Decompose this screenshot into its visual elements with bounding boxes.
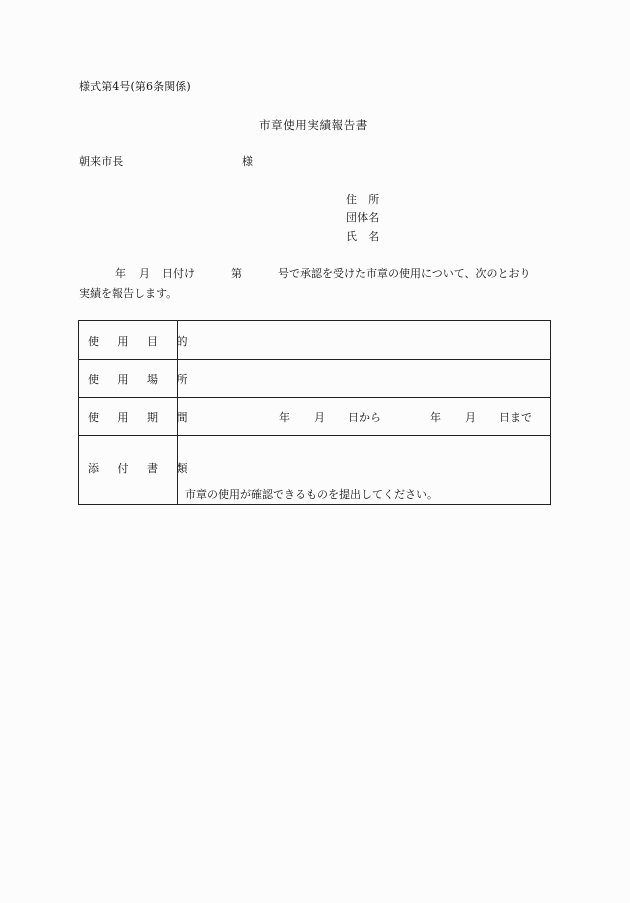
applicant-organization-label: 団体名 bbox=[346, 211, 380, 224]
purpose-label: 使 用 目 的 bbox=[88, 335, 188, 348]
applicant-address-label: 住 所 bbox=[346, 193, 380, 206]
addressee-name: 朝来市長 bbox=[79, 155, 124, 168]
addressee-honorific: 様 bbox=[242, 155, 254, 168]
report-date-suffix: 日付け bbox=[162, 267, 195, 280]
report-year-label: 年 bbox=[115, 267, 126, 280]
table-row-period bbox=[79, 398, 550, 436]
label-cell bbox=[79, 398, 188, 435]
label-cell bbox=[79, 321, 188, 359]
attachments-label: 添 付 書 類 bbox=[88, 462, 188, 475]
label-cell bbox=[79, 436, 188, 504]
period-end-day: 日まで bbox=[499, 411, 532, 424]
period-label: 使 用 期 間 bbox=[88, 411, 188, 424]
table-row-attachments bbox=[79, 436, 550, 504]
document-title: 市章使用実績報告書 bbox=[259, 118, 368, 132]
period-end-year: 年 bbox=[430, 411, 441, 424]
period-start-month: 月 bbox=[314, 411, 325, 424]
report-text-line1: 号で承認を受けた市章の使用について、次のとおり bbox=[278, 267, 531, 280]
table-row-purpose bbox=[79, 321, 550, 360]
table-row-place bbox=[79, 360, 550, 398]
report-text-line2: 実績を報告します。 bbox=[79, 287, 178, 300]
applicant-name-label: 氏 名 bbox=[346, 230, 380, 243]
attachment-note: 市章の使用が確認できるものを提出してください。 bbox=[185, 488, 438, 501]
period-end-month: 月 bbox=[465, 411, 476, 424]
place-label: 使 用 場 所 bbox=[88, 373, 188, 386]
report-month-label: 月 bbox=[139, 267, 150, 280]
label-cell bbox=[79, 360, 188, 397]
period-start-year: 年 bbox=[279, 411, 290, 424]
period-start-day: 日から bbox=[348, 411, 381, 424]
form-number: 様式第4号(第6条関係) bbox=[79, 80, 191, 93]
report-number-prefix: 第 bbox=[231, 267, 242, 280]
usage-report-table bbox=[78, 320, 551, 505]
